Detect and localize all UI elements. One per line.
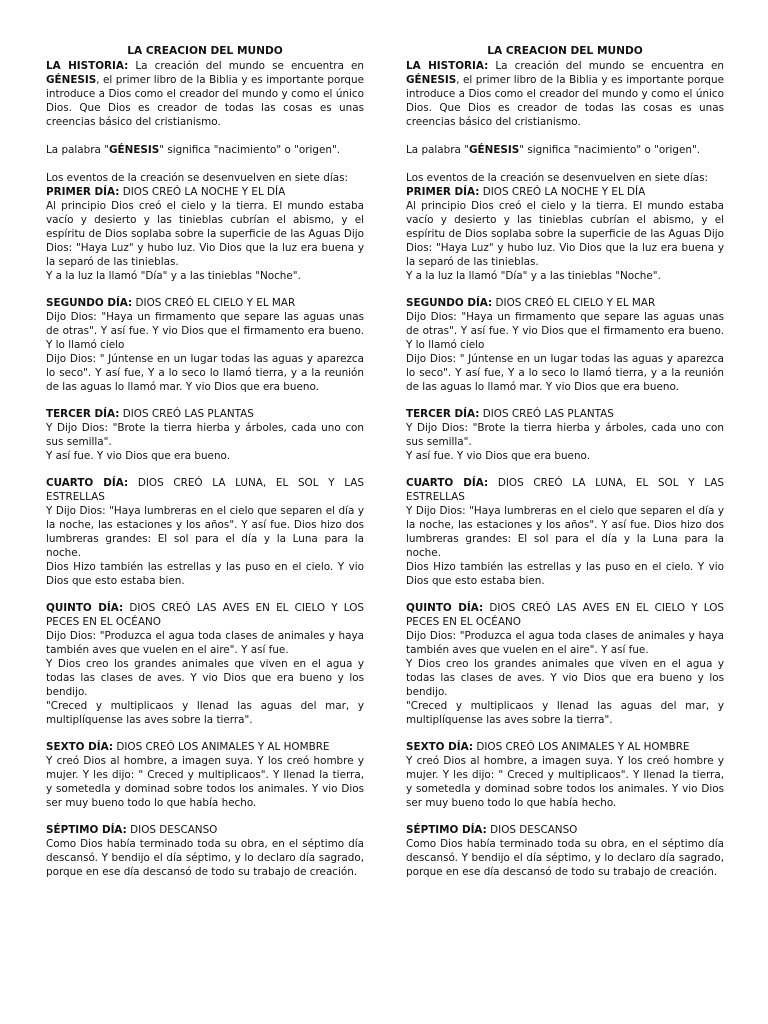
day6-text: Y creó Dios al hombre, a imagen suya. Y los creó hombre y mujer. Y les dijo: " Creced y multiplicaos". Y llenad la tierra, y sometedla y dominad sobre todos los animales. Y vio Dios ser muy bueno todo lo que había hecho. [46, 755, 364, 809]
events-intro: Los eventos de la creación se desenvuelven en siete días: [46, 172, 348, 184]
intro-text-b: , el primer libro de la Biblia y es importante porque introduce a Dios como el creador del mundo y como el único Dios. Que Dios es creador de todas las cosas es unas creencias básico del cristianismo. [46, 74, 364, 128]
day5-text: Dijo Dios: "Produzca el agua toda clases de animales y haya también aves que vuelen en el aire". Y así fue. [406, 630, 724, 656]
day4-title: DIOS CREÓ LA LUNA, EL SOL Y LAS ESTRELLAS [406, 477, 724, 503]
word-text-b: " significa "nacimiento" o "origen". [519, 144, 701, 156]
intro-genesis: GÉNESIS [406, 74, 457, 86]
day1-heading [406, 185, 724, 199]
day6-title: DIOS CREÓ LOS ANIMALES Y AL HOMBRE [476, 741, 690, 753]
intro-text-b: , el primer libro de la Biblia y es importante porque introduce a Dios como el creador del mundo y como el único Dios. Que Dios es creador de todas las cosas es unas creencias básico del cristianismo. [406, 74, 724, 128]
day5-text: Dijo Dios: "Produzca el agua toda clases de animales y haya también aves que vuelen en el aire". Y así fue. [46, 630, 364, 656]
day7-text: Como Dios había terminado toda su obra, en el séptimo día descansó. Y bendijo el día séptimo, y lo declaro día sagrado, porque en ese día descansó de todo su trabajo de creación. [406, 838, 724, 878]
day2-text: Dijo Dios: "Haya un firmamento que separe las aguas unas de otras". Y así fue. Y vio Dios que el firmamento era bueno. Y lo llamó cielo [46, 311, 364, 351]
day5-label: QUINTO DÍA: [46, 602, 124, 614]
word-meaning [46, 143, 364, 157]
intro-label: LA HISTORIA: [46, 60, 129, 72]
day5-label: QUINTO DÍA: [406, 602, 484, 614]
events-intro: Los eventos de la creación se desenvuelven en siete días: [406, 172, 708, 184]
day6-title: DIOS CREÓ LOS ANIMALES Y AL HOMBRE [116, 741, 330, 753]
day6-heading [46, 740, 364, 754]
document-title: LA CREACION DEL MUNDO [487, 45, 643, 57]
day2-text2: Dijo Dios: " Júntense en un lugar todas las aguas y aparezca lo seco". Y así fue, Y a lo seco lo llamó tierra, y a la reunión de las aguas lo llamó mar. Y vio Dios que era bueno. [46, 353, 364, 393]
word-genesis: GÉNESIS [469, 144, 520, 156]
day6-text: Y creó Dios al hombre, a imagen suya. Y los creó hombre y mujer. Y les dijo: " Creced y multiplicaos". Y llenad la tierra, y sometedla y dominad sobre todos los animales. Y vio Dios ser muy bueno todo lo que había hecho. [406, 755, 724, 809]
day7-text: Como Dios había terminado toda su obra, en el séptimo día descansó. Y bendijo el día séptimo, y lo declaro día sagrado, porque en ese día descansó de todo su trabajo de creación. [46, 838, 364, 878]
day1-label: PRIMER DÍA: [46, 186, 120, 198]
day2-text2: Dijo Dios: " Júntense en un lugar todas las aguas y aparezca lo seco". Y así fue, Y a lo seco lo llamó tierra, y a la reunión de las aguas lo llamó mar. Y vio Dios que era bueno. [406, 353, 724, 393]
day1-text2: Y a la luz la llamó "Día" y a las tinieblas "Noche". [406, 270, 661, 282]
day3-label: TERCER DÍA: [46, 408, 120, 420]
day6-label: SEXTO DÍA: [406, 741, 474, 753]
day6-label: SEXTO DÍA: [46, 741, 114, 753]
word-text-a: La palabra " [46, 144, 109, 156]
day4-text: Y Dijo Dios: "Haya lumbreras en el cielo que separen el día y la noche, las estaciones y los años". Y así fue. Dios hizo dos lumbreras grandes: El sol para el día y la Luna para la noche. [46, 505, 364, 559]
day3-text: Y Dijo Dios: "Brote la tierra hierba y árboles, cada uno con sus semilla". [406, 422, 724, 448]
day1-heading [46, 185, 364, 199]
document-title: LA CREACION DEL MUNDO [127, 45, 283, 57]
day1-text: Al principio Dios creó el cielo y la tierra. El mundo estaba vacío y desierto y las tinieblas cubrían el abismo, y el espíritu de Dios soplaba sobre la superficie de las Aguas Dijo Dios: "Haya Luz" y hubo luz. Vio Dios que la luz era buena y la separó de las tinieblas. [406, 200, 724, 268]
day4-title: DIOS CREÓ LA LUNA, EL SOL Y LAS ESTRELLAS [46, 477, 364, 503]
intro-paragraph [46, 59, 364, 129]
day1-title: DIOS CREÓ LA NOCHE Y EL DÍA [482, 186, 646, 198]
day3-label: TERCER DÍA: [406, 408, 480, 420]
day4-text: Y Dijo Dios: "Haya lumbreras en el cielo que separen el día y la noche, las estaciones y los años". Y así fue. Dios hizo dos lumbreras grandes: El sol para el día y la Luna para la noche. [406, 505, 724, 559]
left-column [46, 44, 364, 879]
day2-label: SEGUNDO DÍA: [406, 297, 493, 309]
intro-label: LA HISTORIA: [406, 60, 489, 72]
day4-label: CUARTO DÍA: [406, 477, 489, 489]
day7-label: SÉPTIMO DÍA: [406, 824, 487, 836]
day7-title: DIOS DESCANSO [130, 824, 218, 836]
right-column [406, 44, 724, 879]
day4-label: CUARTO DÍA: [46, 477, 129, 489]
intro-paragraph [406, 59, 724, 129]
word-meaning [406, 143, 724, 157]
intro-genesis: GÉNESIS [46, 74, 97, 86]
day5-text3: "Creced y multiplicaos y llenad las aguas del mar, y multiplíquense las aves sobre la tierra". [406, 700, 724, 726]
intro-text-a: La creación del mundo se encuentra en [495, 60, 724, 72]
day6-heading [406, 740, 724, 754]
day5-text2: Y Dios creo los grandes animales que viven en el agua y todas las clases de aves. Y vio Dios que era bueno y los bendijo. [406, 658, 724, 698]
day2-label: SEGUNDO DÍA: [46, 297, 133, 309]
day3-title: DIOS CREÓ LAS PLANTAS [122, 408, 254, 420]
intro-text-a: La creación del mundo se encuentra en [135, 60, 364, 72]
day1-text2: Y a la luz la llamó "Día" y a las tinieblas "Noche". [46, 270, 301, 282]
day1-title: DIOS CREÓ LA NOCHE Y EL DÍA [122, 186, 286, 198]
day1-label: PRIMER DÍA: [406, 186, 480, 198]
day4-heading [46, 476, 364, 504]
day3-title: DIOS CREÓ LAS PLANTAS [482, 408, 614, 420]
day2-heading [406, 296, 724, 310]
day7-title: DIOS DESCANSO [490, 824, 578, 836]
day7-heading [406, 823, 724, 837]
word-genesis: GÉNESIS [109, 144, 160, 156]
day7-label: SÉPTIMO DÍA: [46, 824, 127, 836]
day2-heading [46, 296, 364, 310]
day3-text2: Y así fue. Y vio Dios que era bueno. [406, 450, 591, 462]
word-text-b: " significa "nacimiento" o "origen". [159, 144, 341, 156]
day2-title: DIOS CREÓ EL CIELO Y EL MAR [135, 297, 296, 309]
day5-title: DIOS CREÓ LAS AVES EN EL CIELO Y LOS PECES EN EL OCÉANO [46, 602, 364, 628]
day3-text: Y Dijo Dios: "Brote la tierra hierba y árboles, cada uno con sus semilla". [46, 422, 364, 448]
day7-heading [46, 823, 364, 837]
day5-heading [46, 601, 364, 629]
day4-text2: Dios Hizo también las estrellas y las puso en el cielo. Y vio Dios que esto estaba bien. [46, 561, 364, 587]
day5-title: DIOS CREÓ LAS AVES EN EL CIELO Y LOS PECES EN EL OCÉANO [406, 602, 724, 628]
day4-heading [406, 476, 724, 504]
day2-text: Dijo Dios: "Haya un firmamento que separe las aguas unas de otras". Y así fue. Y vio Dios que el firmamento era bueno. Y lo llamó cielo [406, 311, 724, 351]
day4-text2: Dios Hizo también las estrellas y las puso en el cielo. Y vio Dios que esto estaba bien. [406, 561, 724, 587]
day5-text3: "Creced y multiplicaos y llenad las aguas del mar, y multiplíquense las aves sobre la tierra". [46, 700, 364, 726]
day5-heading [406, 601, 724, 629]
day1-text: Al principio Dios creó el cielo y la tierra. El mundo estaba vacío y desierto y las tinieblas cubrían el abismo, y el espíritu de Dios soplaba sobre la superficie de las Aguas Dijo Dios: "Haya Luz" y hubo luz. Vio Dios que la luz era buena y la separó de las tinieblas. [46, 200, 364, 268]
day3-heading [46, 407, 364, 421]
day2-title: DIOS CREÓ EL CIELO Y EL MAR [495, 297, 656, 309]
day3-heading [406, 407, 724, 421]
day3-text2: Y así fue. Y vio Dios que era bueno. [46, 450, 231, 462]
word-text-a: La palabra " [406, 144, 469, 156]
day5-text2: Y Dios creo los grandes animales que viven en el agua y todas las clases de aves. Y vio Dios que era bueno y los bendijo. [46, 658, 364, 698]
